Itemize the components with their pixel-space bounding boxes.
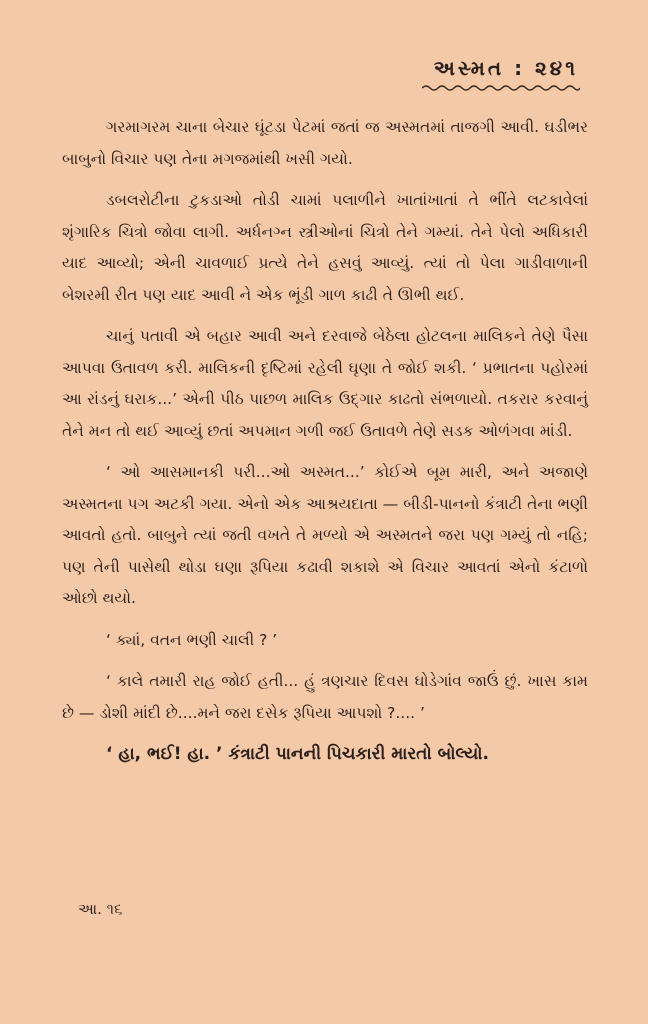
- paragraph: ‘ ઓ આસમાનકી પરી...ઓ અસ્મત...’ કોઈએ બૂમ મારી, અને અજાણે અસ્મતના પગ અટકી ગયા. એનો એક આશ્રયદાતા — બીડી-પાનનો કંત્રાટી તેના ભણી આવતો હતો. બાબુને ત્યાં જતી વખતે તે મળ્યો એ અસ્મતને જરા પણ ગમ્યું તો નહિ; પણ તેની પાસેથી થોડા ઘણા રૂપિયા કઢાવી શકાશે એ વિચાર આવતાં એનો કંટાળો ઓછો થયો.: [62, 463, 588, 607]
- running-head: અસ્મત : ૨૪૧: [433, 56, 578, 80]
- paragraph: ચાનું પતાવી એ બહાર આવી અને દરવાજે બેઠેલા હોટલના માલિકને તેણે પૈસા આપવા ઉતાવળ કરી. માલિકની દૃષ્ટિમાં રહેલી ઘૃણા તે જોઈ શકી. ‘ પ્રભાતના પહોરમાં આ રાંડનું ઘરાક...’ એની પીઠ પાછળ માલિક ઉદ્ગાર કાઢતો સંભળાયો. તકરાર કરવાનું તેને મન તો થઈ આવ્યું છતાં અપમાન ગળી જઈ ઉતાવળે તેણે સડક ઓળંગવા માંડી.: [62, 327, 588, 440]
- paragraph: ગરમાગરમ ચાના બેચાર ઘૂંટડા પેટમાં જતાં જ અસ્મતમાં તાજગી આવી. ઘડીભર બાબુનો વિચાર પણ તેના મગજમાંથી ખસી ગયો.: [62, 118, 588, 168]
- signature-mark: આ. ૧૬: [78, 900, 123, 918]
- paragraph: ‘ કાલે તમારી રાહ જોઈ હતી... હું ત્રણચાર દિવસ ઘોડેગાંવ જાઉં છું. ખાસ કામ છે — ડોશી માંદી છે....મને જરા દસેક રૂપિયા આપશો ?.... ’: [62, 672, 588, 722]
- paragraph: ડબલરોટીના ટુકડાઓ તોડી ચામાં પલાળીને ખાતાંખાતાં તે ભીંતે લટકાવેલાં શૃંગારિક ચિત્રો જોવા લાગી. અર્ધનગ્ન સ્ત્રીઓનાં ચિત્રો તેને ગમ્યાં. તેને પેલો અધિકારી યાદ આવ્યો; એની ચાવળાઈ પ્રત્યે તેને હસવું આવ્યું. ત્યાં તો પેલા ગાડીવાળાની બેશરમી રીત પણ યાદ આવી ને એક ભૂંડી ગાળ કાઢી તે ઊભી થઈ.: [62, 191, 588, 304]
- wavy-rule: [422, 84, 580, 92]
- paragraph: ‘ ક્યાં, વતન ભણી ચાલી ? ’: [106, 630, 278, 649]
- page-body: [62, 112, 588, 781]
- paragraph: ‘ હા, ભઈ! હા. ’ કંત્રાટી પાનની પિચકારી મારતો બોલ્યો.: [106, 744, 489, 764]
